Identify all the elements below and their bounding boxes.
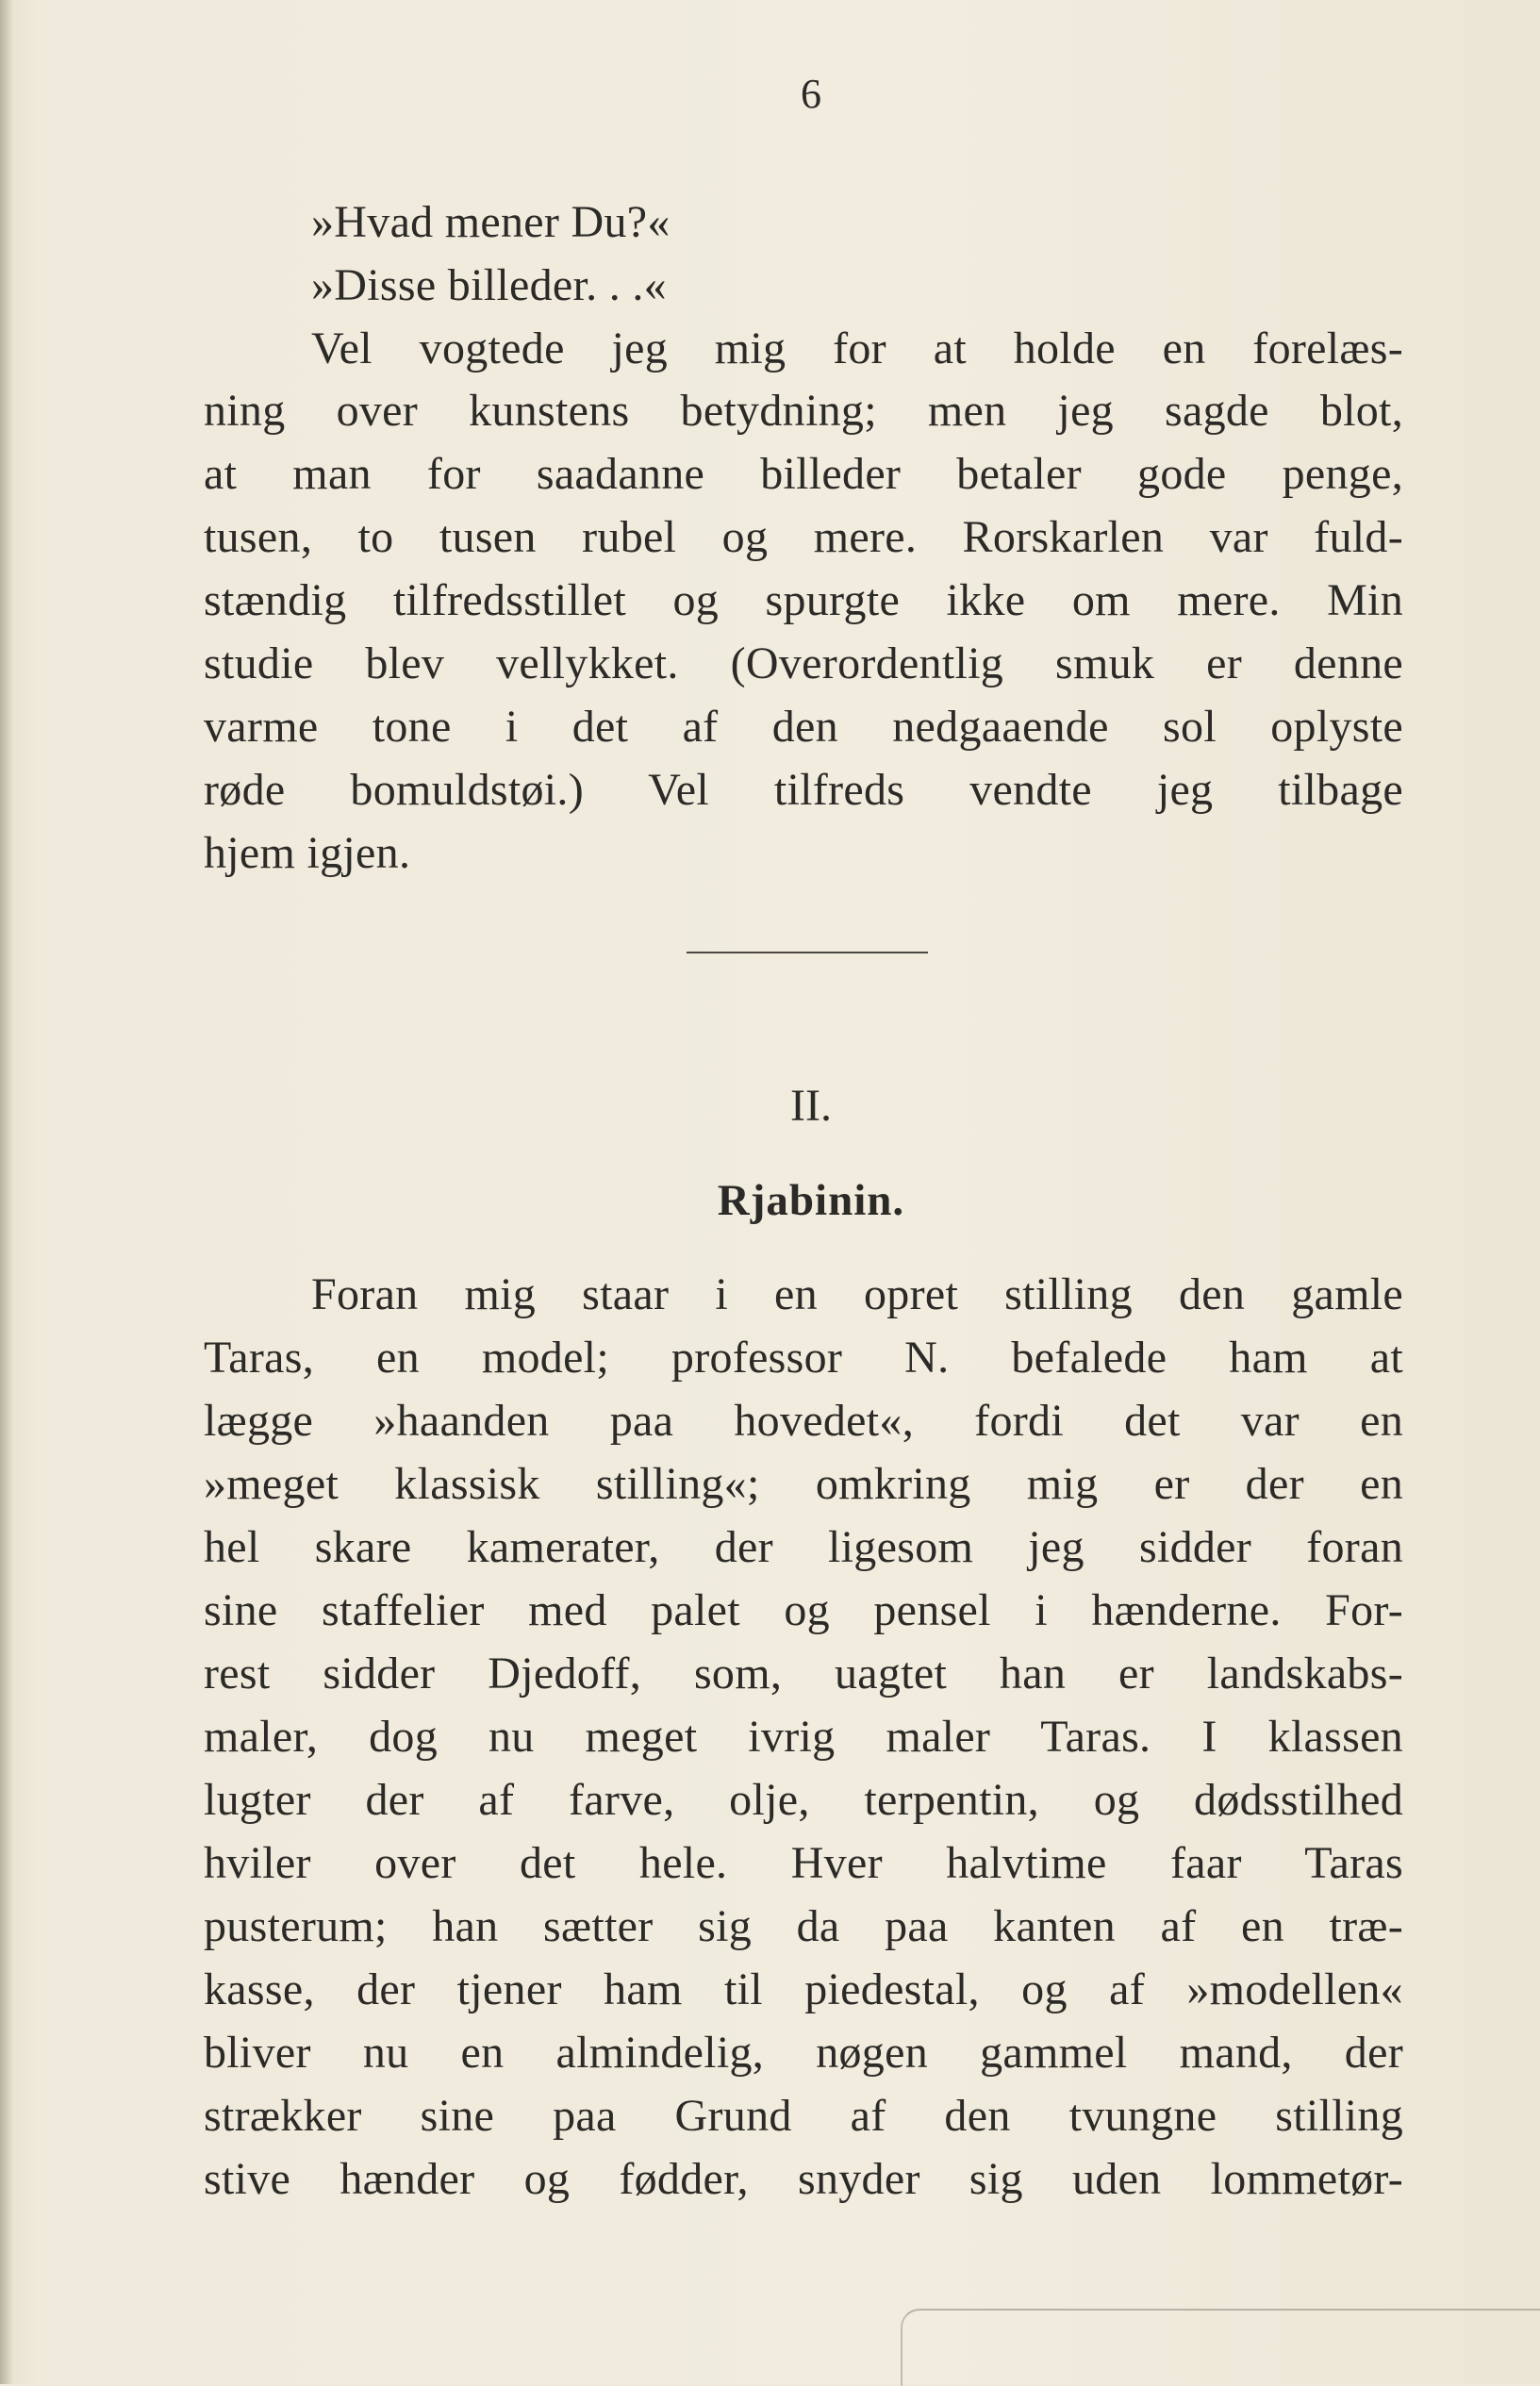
text-line: Foran mig staar i en opret stilling den gamle bbox=[311, 1269, 1403, 1319]
text-line: ning over kunstens betydning; men jeg sagde blot, bbox=[204, 386, 1403, 436]
dialogue-line: »Disse billeder. . .« bbox=[311, 260, 667, 310]
text-line: lægge »haanden paa hovedet«, fordi det var en bbox=[204, 1396, 1403, 1446]
text-line: hel skare kamerater, der ligesom jeg sidder foran bbox=[204, 1522, 1403, 1572]
text-line: Taras, en model; professor N. befalede ham at bbox=[204, 1333, 1403, 1383]
page-number: 6 bbox=[801, 71, 821, 117]
text-line: maler, dog nu meget ivrig maler Taras. I klassen bbox=[204, 1712, 1403, 1762]
text-line: »meget klassisk stilling«; omkring mig er der en bbox=[204, 1459, 1403, 1509]
text-line: varme tone i det af den nedgaaende sol oplyste bbox=[204, 702, 1403, 752]
text-line: studie blev vellykket. (Overordentlig smuk er denne bbox=[204, 638, 1403, 688]
text-line: røde bomuldstøi.) Vel tilfreds vendte jeg tilbage bbox=[204, 765, 1403, 815]
chapter-number: II. bbox=[790, 1081, 832, 1131]
text-line: sine staffelier med palet og pensel i hænderne. For- bbox=[204, 1585, 1403, 1635]
text-line: kasse, der tjener ham til piedestal, og af »modellen« bbox=[204, 1964, 1403, 2014]
chapter-title: Rjabinin. bbox=[717, 1176, 905, 1225]
text-line: pusterum; han sætter sig da paa kanten af en træ- bbox=[204, 1901, 1403, 1951]
text-line: at man for saadanne billeder betaler gode penge, bbox=[204, 449, 1403, 499]
text-line: bliver nu en almindelig, nøgen gammel mand, der bbox=[204, 2028, 1403, 2078]
text-line: stive hænder og fødder, snyder sig uden lommetør- bbox=[204, 2154, 1403, 2204]
text-line: hviler over det hele. Hver halvtime faar Taras bbox=[204, 1838, 1403, 1888]
text-line: Vel vogtede jeg mig for at holde en forelæs- bbox=[311, 323, 1403, 373]
dialogue-line: »Hvad mener Du?« bbox=[311, 197, 671, 247]
text-line: strækker sine paa Grund af den tvungne stilling bbox=[204, 2091, 1403, 2141]
page-corner-mark bbox=[901, 2309, 1540, 2386]
text-line: hjem igjen. bbox=[204, 828, 411, 878]
section-divider bbox=[687, 952, 928, 953]
text-line: rest sidder Djedoff, som, uagtet han er landskabs- bbox=[204, 1649, 1403, 1698]
text-line: stændig tilfredsstillet og spurgte ikke om mere. Min bbox=[204, 575, 1403, 625]
text-line: tusen, to tusen rubel og mere. Rorskarlen var fuld- bbox=[204, 512, 1403, 562]
text-line: lugter der af farve, olje, terpentin, og dødsstilhed bbox=[204, 1775, 1403, 1825]
